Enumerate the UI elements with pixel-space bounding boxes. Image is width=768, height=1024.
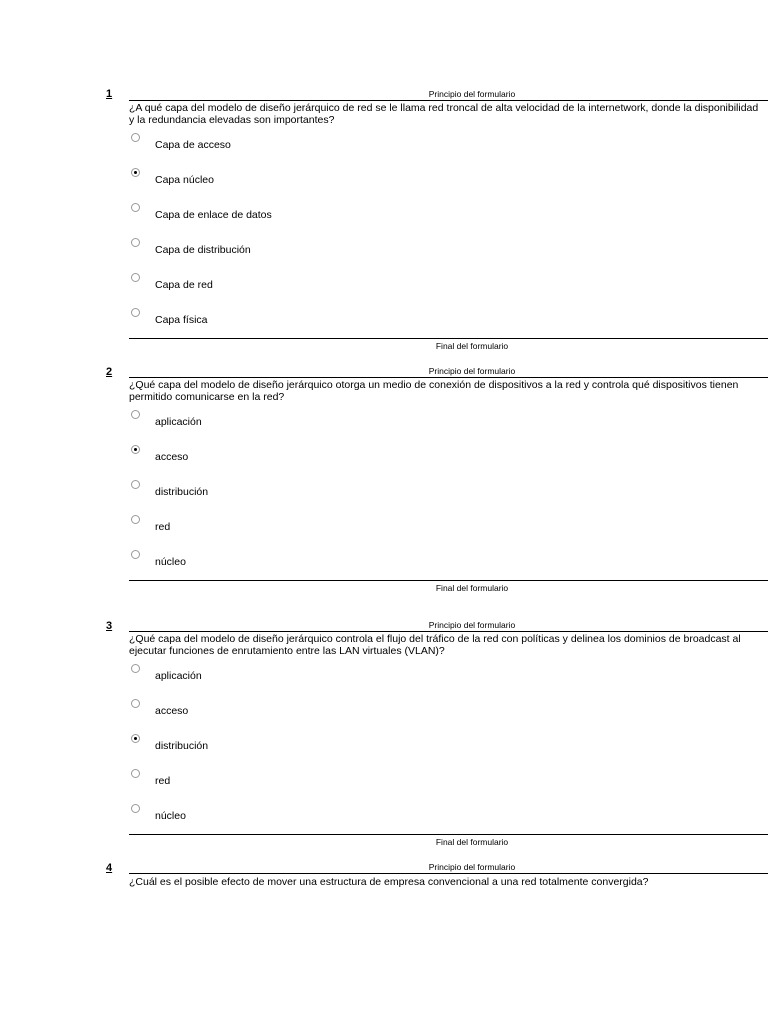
option-label: distribución [155, 740, 209, 752]
option-label: núcleo [155, 556, 186, 568]
option-label: red [155, 775, 171, 787]
option-label: Capa de distribución [155, 244, 251, 256]
radio-option[interactable] [131, 515, 140, 524]
form-start-label: Principio del formulario [428, 89, 516, 99]
form-start-label: Principio del formulario [428, 620, 516, 630]
form-end-label: Final del formulario [435, 341, 509, 351]
option-label: Capa física [155, 314, 208, 326]
question-number[interactable]: 2 [106, 366, 113, 378]
question-text-line1: ¿Qué capa del modelo de diseño jerárquico controla el flujo del tráfico de la red con políticas y delinea los dominios de broadcast al [129, 633, 741, 645]
option-label: acceso [155, 451, 189, 463]
radio-option[interactable] [131, 804, 140, 813]
divider [129, 338, 768, 339]
question-number[interactable]: 1 [106, 88, 113, 100]
radio-option[interactable] [131, 133, 140, 142]
option-label: Capa de red [155, 279, 213, 291]
radio-option[interactable] [131, 480, 140, 489]
question-text-line2: y la redundancia elevadas son importantes? [129, 114, 335, 126]
question-number[interactable]: 4 [106, 862, 113, 874]
radio-option[interactable] [131, 238, 140, 247]
divider [129, 100, 768, 101]
option-label: Capa de enlace de datos [155, 209, 272, 221]
divider [129, 377, 768, 378]
option-label: Capa de acceso [155, 139, 231, 151]
radio-option-selected[interactable] [131, 168, 140, 177]
form-end-label: Final del formulario [435, 837, 509, 847]
question-number[interactable]: 3 [106, 620, 113, 632]
question-text-line1: ¿Qué capa del modelo de diseño jerárquico otorga un medio de conexión de dispositivos a la red y controla qué dispositivos tienen [129, 379, 739, 391]
question-text-line1: ¿A qué capa del modelo de diseño jerárquico de red se le llama red troncal de alta velocidad de la internetwork, donde la disponibilidad [129, 102, 759, 114]
question-text-line2: ejecutar funciones de enrutamiento entre las LAN virtuales (VLAN)? [129, 645, 445, 657]
radio-option[interactable] [131, 410, 140, 419]
radio-option[interactable] [131, 769, 140, 778]
radio-option-selected[interactable] [131, 445, 140, 454]
form-start-label: Principio del formulario [428, 862, 516, 872]
question-text-line2: permitido comunicarse en la red? [129, 391, 285, 403]
radio-option[interactable] [131, 308, 140, 317]
option-label: acceso [155, 705, 189, 717]
radio-option[interactable] [131, 664, 140, 673]
radio-option[interactable] [131, 699, 140, 708]
divider [129, 580, 768, 581]
form-end-label: Final del formulario [435, 583, 509, 593]
option-label: Capa núcleo [155, 174, 214, 186]
divider [129, 834, 768, 835]
option-label: distribución [155, 486, 209, 498]
option-label: aplicación [155, 670, 202, 682]
option-label: núcleo [155, 810, 186, 822]
radio-option[interactable] [131, 203, 140, 212]
divider [129, 631, 768, 632]
form-start-label: Principio del formulario [428, 366, 516, 376]
option-label: aplicación [155, 416, 202, 428]
radio-option-selected[interactable] [131, 734, 140, 743]
radio-option[interactable] [131, 273, 140, 282]
radio-option[interactable] [131, 550, 140, 559]
question-text-line1: ¿Cuál es el posible efecto de mover una estructura de empresa convencional a una red totalmente convergida? [129, 876, 649, 888]
option-label: red [155, 521, 171, 533]
divider [129, 873, 768, 874]
